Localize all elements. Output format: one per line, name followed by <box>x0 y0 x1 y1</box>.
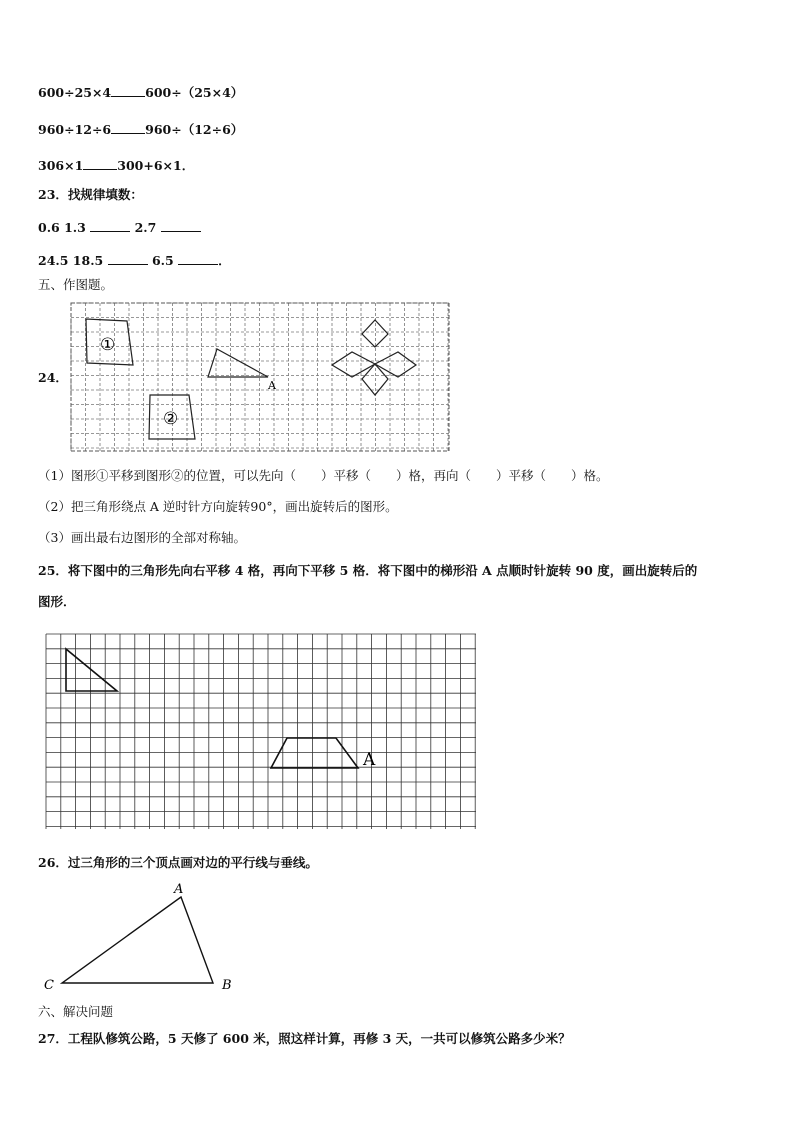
question-27-text: 27．工程队修筑公路，5 天修了 600 米，照这样计算，再修 3 天，一共可以修筑公路多少米？ <box>38 1031 571 1046</box>
sequence-start: 0.6 1.3 <box>38 220 86 235</box>
trapezoid <box>271 738 358 768</box>
q26-triangle-figure <box>38 880 258 995</box>
compare-right: 960÷（12÷6） <box>145 122 244 137</box>
question-25-line-1: 25．将下图中的三角形先向右平移 4 格，再向下平移 5 格．将下图中的梯形沿 A 点顺时针旋转 90 度，画出旋转后的 <box>38 563 698 578</box>
triangle-a <box>208 349 268 377</box>
question-26-text: 26．过三角形的三个顶点画对边的平行线与垂线。 <box>38 855 318 870</box>
sequence-row-2 <box>38 252 231 269</box>
point-a-label: A <box>363 750 376 770</box>
answer-blank[interactable] <box>111 84 145 97</box>
compare-left: 600÷25×4 <box>38 85 112 100</box>
compare-left: 306×1 <box>38 158 84 173</box>
section-5-title: 五、作图题。 <box>38 277 114 292</box>
vertex-b-label: B <box>222 978 232 993</box>
vertex-a-label: A <box>174 882 184 897</box>
q25-grid-figure <box>44 632 480 832</box>
answer-blank[interactable] <box>161 219 201 232</box>
section-6-title: 六、解决问题 <box>38 1004 114 1019</box>
sequence-start: 24.5 18.5 <box>38 253 104 268</box>
compare-row-2 <box>38 121 243 138</box>
answer-blank[interactable] <box>108 252 148 265</box>
compare-row-1 <box>38 84 243 101</box>
compare-left: 960÷12÷6 <box>38 122 112 137</box>
shape-2-label: ② <box>163 409 179 429</box>
compare-right: 300+6×1． <box>117 158 195 173</box>
right-triangle <box>66 649 117 691</box>
answer-blank[interactable] <box>178 252 218 265</box>
answer-blank[interactable] <box>111 121 145 134</box>
sequence-mid: 6.5 <box>151 253 174 268</box>
square-grid <box>46 634 476 829</box>
triangle-abc <box>62 897 213 983</box>
compare-right: 600÷（25×4） <box>145 85 244 100</box>
sequence-end: ． <box>218 253 231 268</box>
shape-1-label: ① <box>100 335 116 355</box>
question-24-number: 24． <box>38 370 68 385</box>
q24-subquestion-1: （1）图形①平移到图形②的位置，可以先向（ ）平移（ ）格，再向（ ）平移（ ）格。 <box>38 468 609 483</box>
answer-blank[interactable] <box>90 219 130 232</box>
q24-subquestion-2: （2）把三角形绕点 A 逆时针方向旋转90°，画出旋转后的图形。 <box>38 499 398 514</box>
answer-blank[interactable] <box>83 157 117 170</box>
point-a-label: A <box>268 379 276 392</box>
q24-subquestion-3: （3）画出最右边图形的全部对称轴。 <box>38 530 246 545</box>
compare-row-3 <box>38 157 194 174</box>
flower-shape <box>332 320 416 395</box>
question-25-line-2: 图形． <box>38 594 76 609</box>
vertex-c-label: C <box>44 978 54 993</box>
sequence-row-1 <box>38 219 201 236</box>
q24-grid-figure <box>70 302 450 452</box>
sequence-mid: 2.7 <box>134 220 157 235</box>
question-23-title: 23．找规律填数： <box>38 187 143 202</box>
